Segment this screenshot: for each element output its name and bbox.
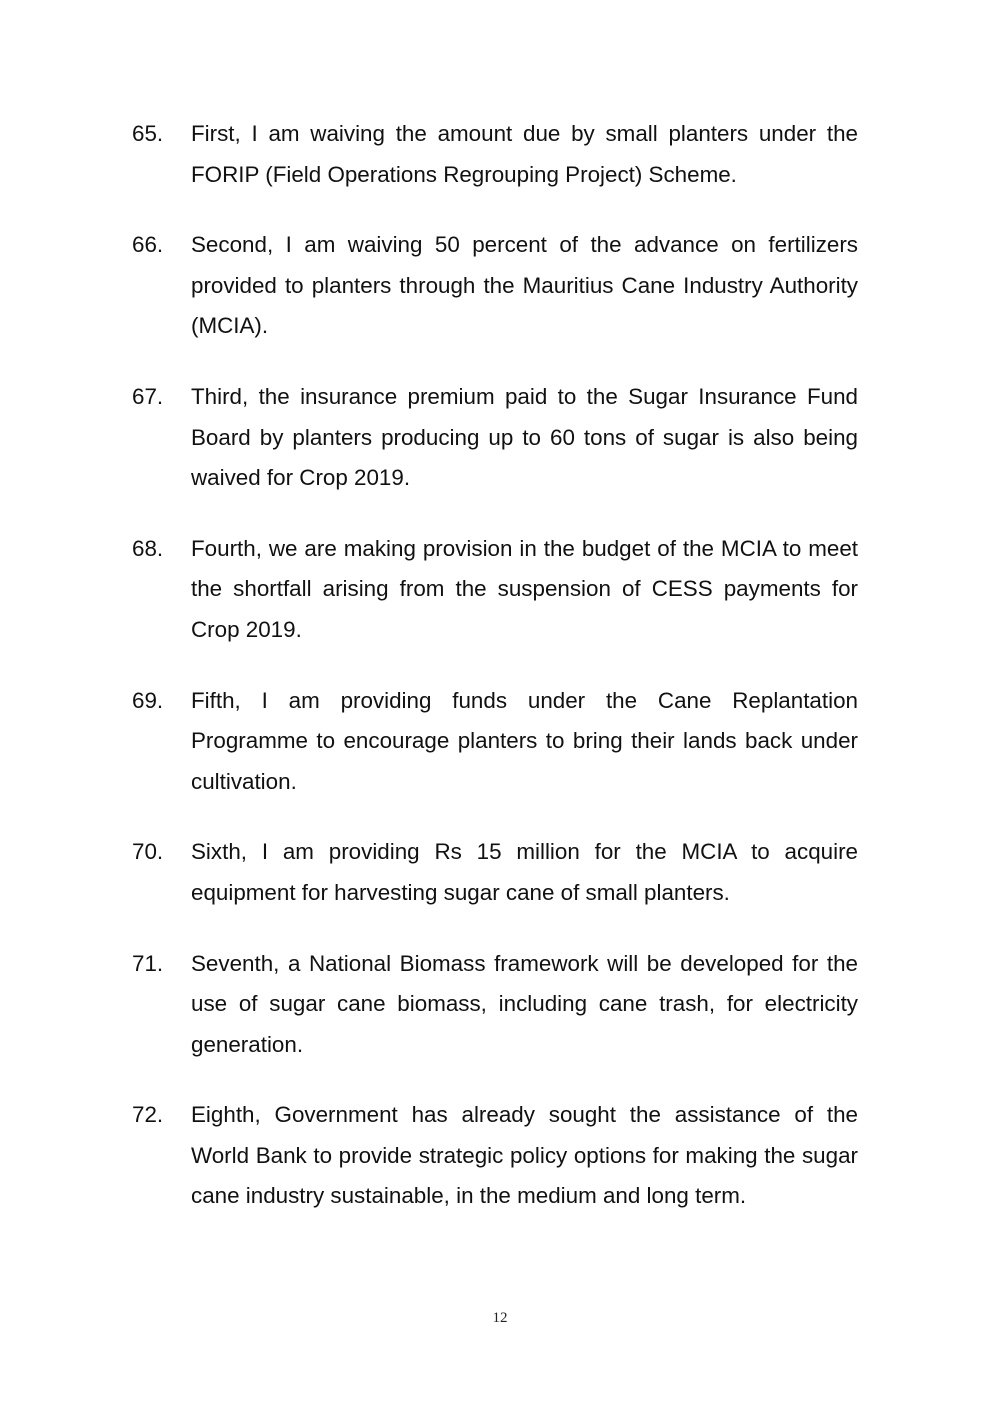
paragraph-68 xyxy=(132,529,858,651)
paragraph-number: 65. xyxy=(132,121,164,146)
paragraph-text: Fifth, I am providing funds under the Cane Replantation Programme to encourage planters to bring their lands back under cultivation. xyxy=(191,687,858,794)
paragraph-number: 68. xyxy=(132,535,164,561)
page-number: 12 xyxy=(492,1310,508,1326)
paragraph-number: 66. xyxy=(132,232,164,258)
paragraph-69 xyxy=(132,681,858,803)
paragraph-number: 72. xyxy=(132,1102,164,1128)
paragraph-text: First, I am waiving the amount due by small planters under the FORIP (Field Operations Regrouping Project) Scheme. xyxy=(191,121,858,187)
paragraph-text: Sixth, I am providing Rs 15 million for the MCIA to acquire equipment for harvesting sugar cane of small planters. xyxy=(191,839,858,905)
paragraph-number: 67. xyxy=(132,383,164,409)
paragraph-66 xyxy=(132,225,858,347)
paragraph-number: 70. xyxy=(132,839,164,865)
paragraph-text: Fourth, we are making provision in the budget of the MCIA to meet the shortfall arising from the suspension of CESS payments for Crop 2019. xyxy=(191,535,858,642)
paragraph-text: Second, I am waiving 50 percent of the advance on fertilizers provided to planters through the Mauritius Cane Industry Authority (MCIA). xyxy=(191,232,858,339)
paragraph-text: Third, the insurance premium paid to the Sugar Insurance Fund Board by planters producing up to 60 tons of sugar is also being waived for Crop 2019. xyxy=(191,383,858,491)
paragraph-number: 69. xyxy=(132,687,164,713)
numbered-paragraph-list xyxy=(132,114,858,1247)
paragraph-text: Seventh, a National Biomass framework will be developed for the use of sugar cane biomass, including cane trash, for electricity generation. xyxy=(191,950,858,1057)
paragraph-65 xyxy=(132,114,858,195)
paragraph-70 xyxy=(132,832,858,913)
paragraph-67 xyxy=(132,377,858,499)
paragraph-text: Eighth, Government has already sought the assistance of the World Bank to provide strategic policy options for making the sugar cane industry sustainable, in the medium and long term. xyxy=(191,1102,858,1209)
paragraph-number: 71. xyxy=(132,950,164,976)
paragraph-72 xyxy=(132,1095,858,1217)
paragraph-71 xyxy=(132,944,858,1066)
